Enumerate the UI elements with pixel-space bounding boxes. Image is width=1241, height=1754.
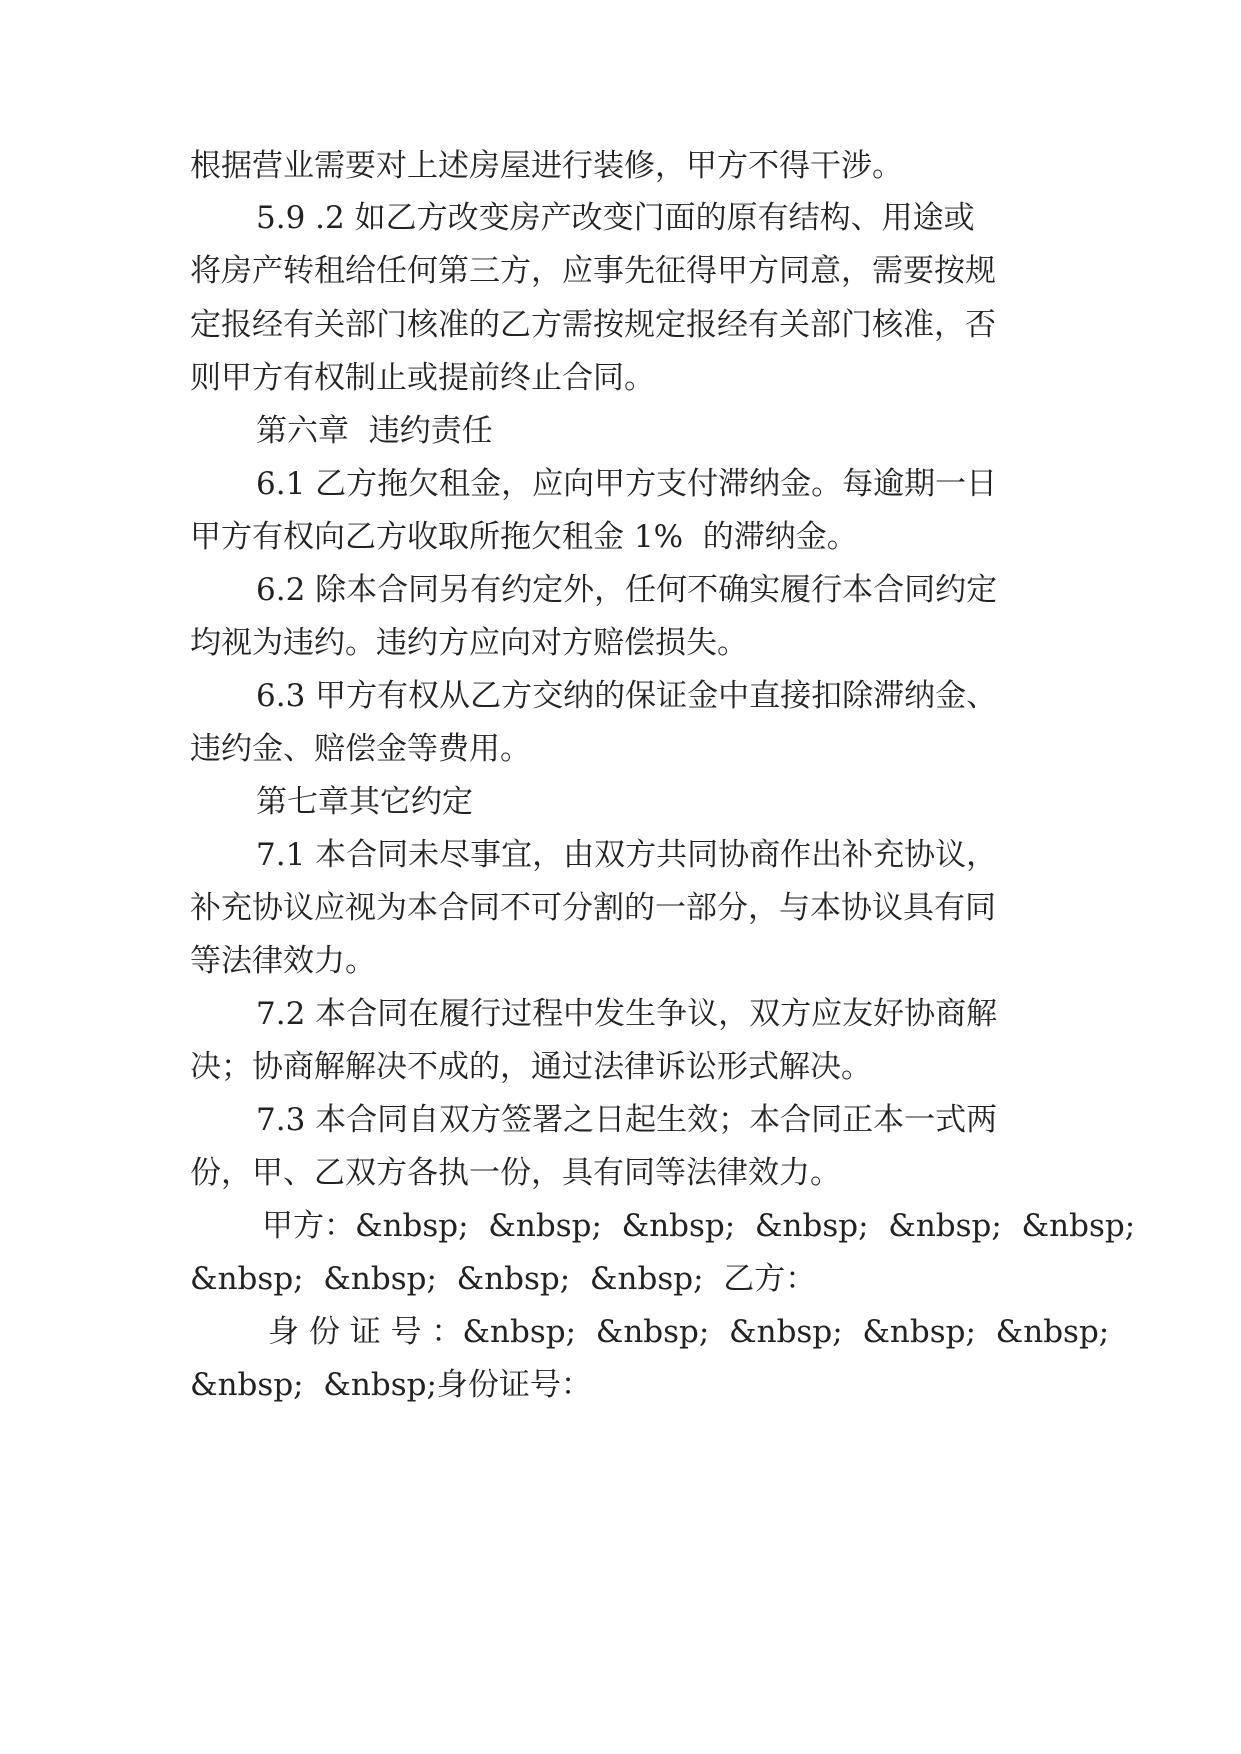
clause-7-1-line: 7.1 本合同未尽事宜，由双方共同协商作出补充协议， [256, 837, 998, 873]
clause-6-3-line: 6.3 甲方有权从乙方交纳的保证金中直接扣除滞纳金、 [256, 678, 998, 714]
clause-6-2-line: 6.2 除本合同另有约定外，任何不确实履行本合同约定 [256, 572, 998, 608]
clause-7-2-line: 7.2 本合同在履行过程中发生争议，双方应友好协商解 [256, 996, 998, 1032]
paragraph-line: 违约金、赔偿金等费用。 [190, 731, 531, 767]
party-a-signature-line: 甲方：&nbsp; &nbsp; &nbsp; &nbsp; &nbsp; &nbsp; [262, 1208, 1136, 1244]
chapter-7-heading: 第七章其它约定 [256, 784, 473, 820]
paragraph-line: 份，甲、乙双方各执一份，具有同等法律效力。 [190, 1155, 841, 1191]
paragraph-line: 将房产转租给任何第三方，应事先征得甲方同意，需要按规 [190, 253, 996, 289]
clause-6-1-line: 6.1 乙方拖欠租金，应向甲方支付滞纳金。每逾期一日 [256, 466, 998, 502]
paragraph-line: 根据营业需要对上述房屋进行装修，甲方不得干涉。 [190, 148, 903, 184]
paragraph-line: 甲方有权向乙方收取所拖欠租金 1% 的滞纳金。 [190, 519, 858, 555]
clause-5-9-2-line: 5.9 .2 如乙方改变房产改变门面的原有结构、用途或 [256, 200, 975, 236]
paragraph-line: 等法律效力。 [190, 943, 376, 979]
id-number-line-a: 身 份 证 号 ：&nbsp; &nbsp; &nbsp; &nbsp; &nbsp; [268, 1314, 1110, 1350]
paragraph-line: 决；协商解解决不成的，通过法律诉讼形式解决。 [190, 1049, 872, 1085]
paragraph-line: 定报经有关部门核准的乙方需按规定报经有关部门核准，否 [190, 307, 996, 343]
paragraph-line: 均视为违约。违约方应向对方赔偿损失。 [190, 625, 748, 661]
party-b-signature-line: &nbsp; &nbsp; &nbsp; &nbsp; 乙方： [190, 1261, 817, 1297]
id-number-line-b: &nbsp; &nbsp;身份证号： [190, 1367, 592, 1403]
paragraph-line: 则甲方有权制止或提前终止合同。 [190, 360, 655, 396]
clause-7-3-line: 7.3 本合同自双方签署之日起生效；本合同正本一式两 [256, 1102, 998, 1138]
chapter-6-heading: 第六章 违约责任 [256, 413, 493, 449]
paragraph-line: 补充协议应视为本合同不可分割的一部分，与本协议具有同 [190, 890, 996, 926]
